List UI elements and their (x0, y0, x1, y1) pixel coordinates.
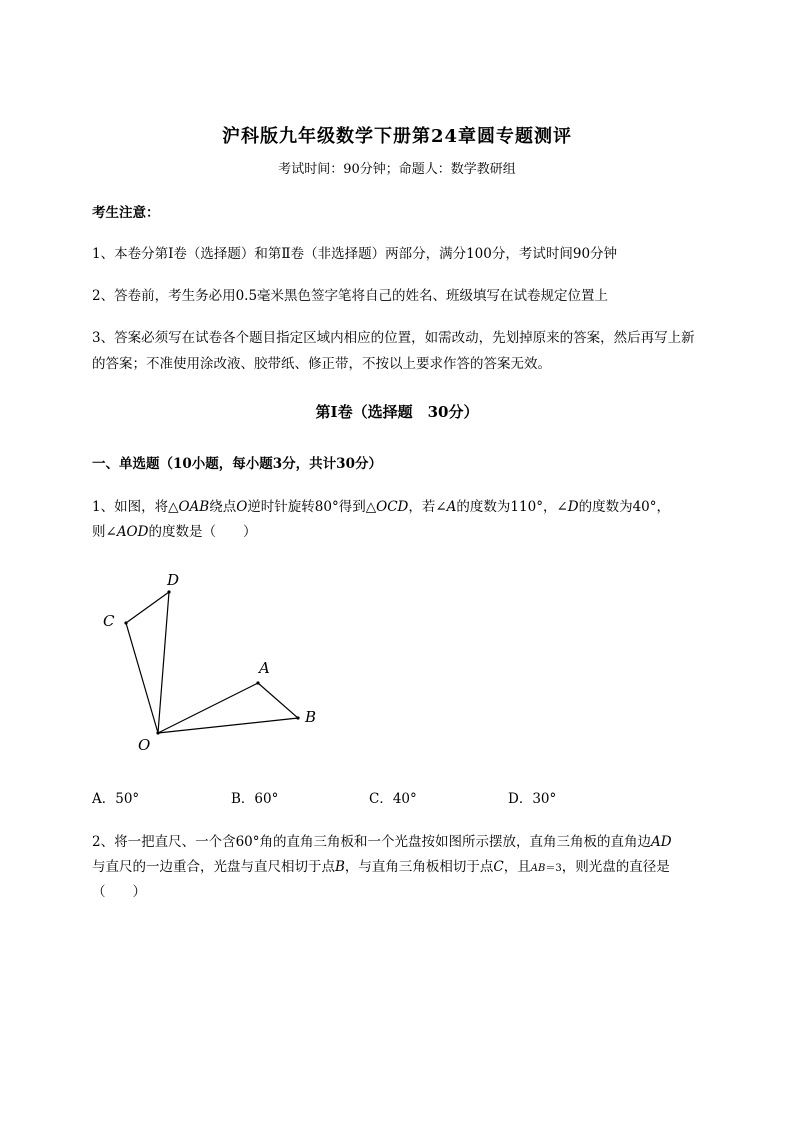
option-a[interactable]: A．50° (92, 791, 140, 807)
page-title: 沪科版九年级数学下册第24章圆专题测评 (221, 126, 573, 147)
point-o (156, 731, 159, 734)
label-b: B (305, 708, 317, 726)
question-2-line-2: 与直尺的一边重合，光盘与直尺相切于点B，与直角三角板相切于点C，且AB＝3，则光盘的直径是 (92, 859, 670, 875)
triangle-oab (158, 683, 298, 733)
option-c[interactable]: C．40° (369, 791, 417, 807)
question-1-line-2: 则∠AOD的度数是（ ） (92, 524, 257, 540)
question-2-line-3: （ ） (92, 884, 146, 900)
notice-item-3-cont: 的答案；不准使用涂改液、胶带纸、修正带，不按以上要求作答的答案无效。 (92, 356, 551, 372)
notice-item-1: 1、本卷分第I卷（选择题）和第Ⅱ卷（非选择题）两部分，满分100分，考试时间90分钟 (92, 246, 618, 262)
option-b[interactable]: B．60° (231, 791, 279, 807)
point-b (296, 716, 299, 719)
option-d[interactable]: D．30° (508, 791, 557, 807)
question-2-line-1: 2、将一把直尺、一个含60°角的直角三角板和一个光盘按如图所示摆放，直角三角板的直角边AD (92, 834, 672, 850)
section-title: 第I卷（选择题 30分） (315, 403, 479, 421)
notice-item-2: 2、答卷前，考生务必用0.5毫米黑色签字笔将自己的姓名、班级填写在试卷规定位置上 (92, 288, 609, 304)
label-a: A (259, 659, 270, 677)
part-heading: 一、单选题（10小题，每小题3分，共计30分） (92, 456, 382, 472)
label-c: C (103, 612, 115, 630)
notice-heading: 考生注意： (92, 205, 160, 221)
exam-info: 考试时间：90分钟；命题人：数学教研组 (278, 162, 516, 177)
point-c (124, 621, 127, 624)
notice-item-3: 3、答案必须写在试卷各个题目指定区域内相应的位置，如需改动，先划掉原来的答案，然后再写上新 (92, 330, 695, 346)
point-a (256, 681, 259, 684)
rotation-figure (92, 565, 332, 755)
triangle-ocd (126, 592, 169, 733)
label-d: D (167, 571, 180, 589)
label-o: O (138, 736, 151, 754)
question-1-line-1: 1、如图，将△OAB绕点O逆时针旋转80°得到△OCD，若∠A的度数为110°，∠D的度数为40°， (92, 499, 671, 515)
point-d (167, 590, 170, 593)
